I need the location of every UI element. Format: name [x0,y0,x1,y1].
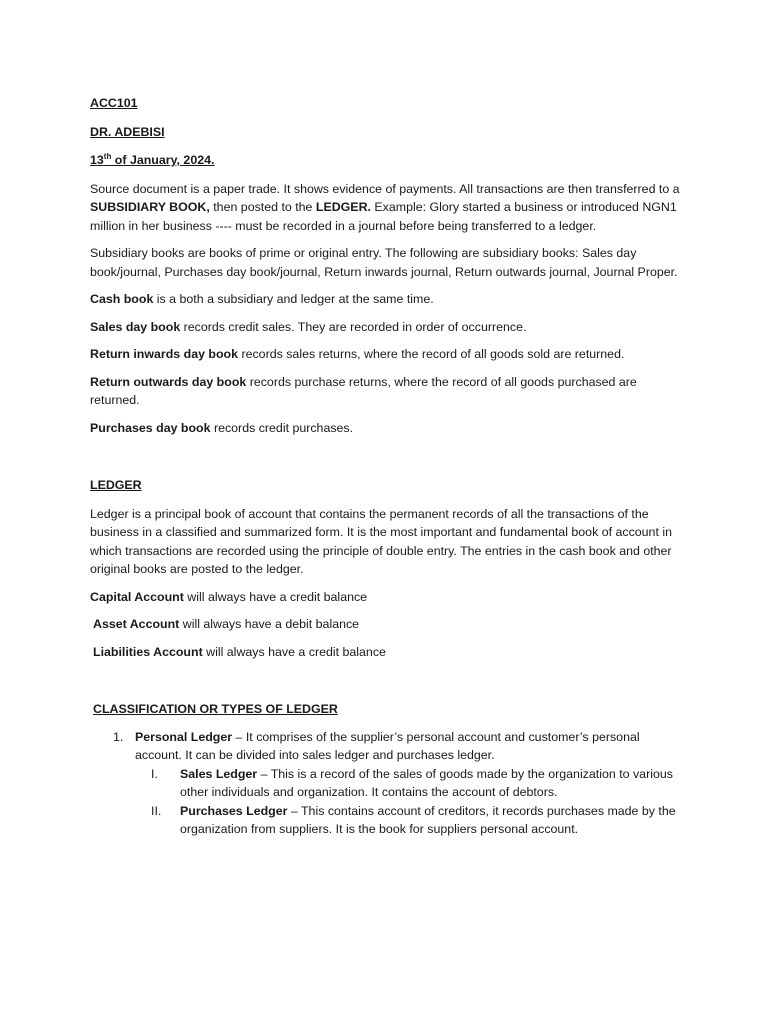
definition-return-inwards: Return inwards day book records sales returns, where the record of all goods sold are returned. [90,347,625,361]
definition-return-outwards: Return outwards day book records purchase returns, where the record of all goods purchased are returned. [90,374,637,407]
list-item-purchases-ledger: II. Purchases Ledger – This contains account of creditors, it records purchases made by the organization from suppliers. It is the book for suppliers personal account. [151,803,676,836]
intro-paragraph-2: Subsidiary books are books of prime or original entry. The following are subsidiary books: Sales day book/journal, Purchases day book/journal, Return inwards journal, Return outwards journal, Journal Proper. [90,246,678,279]
definition-cash-book: Cash book is a both a subsidiary and ledger at the same time. [90,292,434,306]
list-item-personal-ledger: 1. Personal Ledger – It comprises of the supplier’s personal account and customer’s personal account. It can be divided into sales ledger and purchases ledger. [113,729,640,762]
definition-purchases-day-book: Purchases day book records credit purchases. [90,420,354,435]
course-code: ACC101 [90,96,138,110]
intro-paragraph-1: Source document is a paper trade. It shows evidence of payments. All transactions are then transferred to a SUBSIDIARY BOOK, then posted to the LEDGER. Example: Glory started a business or introduced NGN1 million in her business ---- must be recorded in a journal before being transferred to a ledger. [90,181,680,233]
lecture-date: 13th of January, 2024. [90,151,215,167]
balance-capital-account: Capital Account will always have a credit balance [90,589,368,604]
ledger-paragraph: Ledger is a principal book of account that contains the permanent records of all the transactions of the business in a classified and summarized form. It is the most important and fundamental book of account in which transactions are recorded using the principle of double entry. The entries in the cash book and other original books are posted to the ledger. [90,506,672,576]
balance-liabilities-account: Liabilities Account will always have a credit balance [93,644,386,659]
classification-heading: CLASSIFICATION OR TYPES OF LEDGER [93,702,338,716]
ledger-heading: LEDGER [90,478,142,492]
ledger-types-list [90,728,688,839]
list-item-sales-ledger: I. Sales Ledger – This is a record of the sales of goods made by the organization to various other individuals and organization. It contains the account of debtors. [151,766,673,799]
balance-asset-account: Asset Account will always have a debit balance [93,617,360,631]
definition-sales-day-book: Sales day book records credit sales. They are recorded in order of occurrence. [90,319,527,334]
lecturer-name: DR. ADEBISI [90,124,165,139]
